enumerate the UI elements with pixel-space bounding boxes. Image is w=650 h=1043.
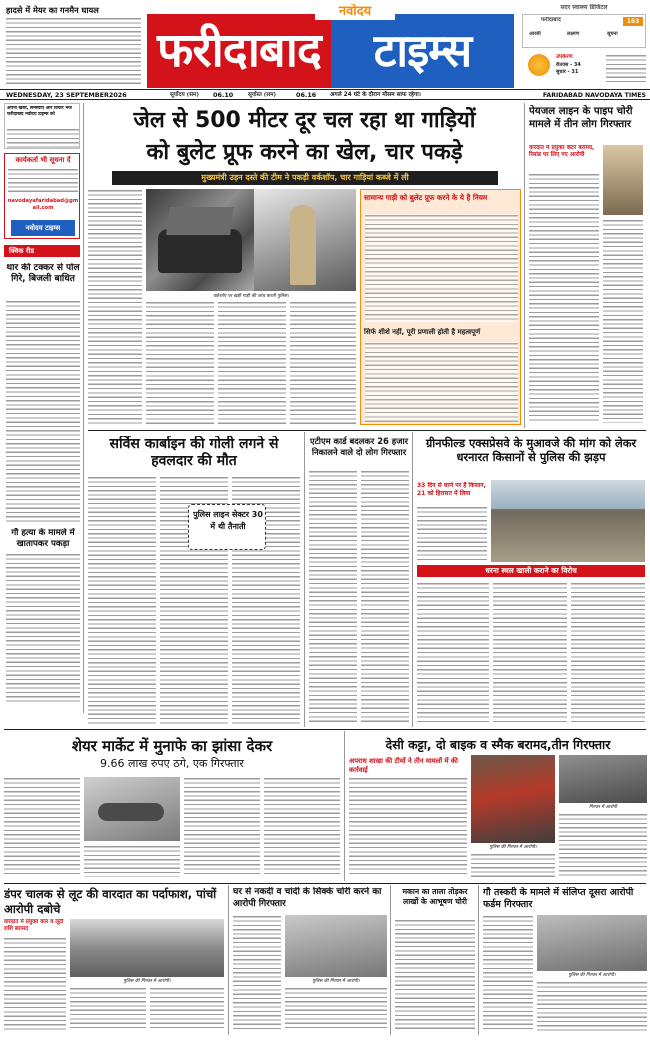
share-text-4 [264,777,340,877]
reporters-title: कार्यकर्ता भी सूचना दें [15,156,71,164]
lead-photo [146,189,254,291]
cow-text-2 [537,981,647,1031]
sunrise-label: सूर्योदय (सम) [170,92,199,98]
right-row-3: सूचना [607,31,618,37]
promo-lines [7,128,79,148]
share-item [98,803,164,821]
ghar-headline: घर से नकदी व चांदी के सिक्के चोरी करने का आरोपी गिरफ्तार [233,887,382,909]
divider-1 [88,430,646,431]
dumper-bullet: वारदात में प्रयुक्त कार व लूटी राशि बरामद [4,919,64,932]
left-story1-headline: थार की टक्कर से पोल गिरे, बिजली बाधित [6,263,80,284]
lead-text-col2 [146,301,214,425]
lead-text-col1 [88,189,142,425]
lead-headline-line1: जेल से 500 मीटर दूर चल रहा था गाड़ियों [133,108,476,133]
right-story-text-b [603,219,643,423]
desi-text-3 [471,853,555,877]
share-sub: 9.66 लाख रुपए ठगे, एक गिरफ्तार [100,757,244,770]
brand-name-red: फरीदाबाद [157,23,321,78]
rules-box [360,189,521,425]
reporters-box [4,153,80,239]
weather-strip: अगले 24 घंटे के दौरान मौसम साफ रहेगा। [330,92,421,98]
lead-text-col4 [290,301,356,425]
lead-photo-2 [254,189,356,291]
right-header-text [606,54,646,84]
farmers-text-1 [417,582,489,724]
farmers-banner-text: धरना स्थल खाली कराने का विरोध [485,566,577,575]
farmers-red-sub: 33 दिन से धरने पर है किसान, 21 को हिरासत में लिया [417,482,486,497]
right-count-1: रीतवस - 34 [556,62,581,68]
masthead [0,0,650,88]
sunrise-time: 06.10 [213,91,234,99]
cow-headline: गौ तस्करी के मामले में संलिप्त दूसरा आरोपी फर्डम गिरफ्तार [483,887,634,910]
dumper-headline: डंपर चालक से लूट की वारदात का पर्दाफाश, पांचों आरोपी दबोचे [4,887,217,916]
car-hood [166,207,234,235]
left-story2-text [6,553,80,703]
right-header-box [522,14,646,48]
cow-caption: पुलिस की गिरफ्त में आरोपी। [568,973,616,978]
ghar-photo [285,915,387,977]
promo-box [4,103,80,149]
right-header-title: सदर स्वास्थ्य डिजिटल [560,4,608,11]
share-story [4,731,340,881]
dateline-edition: FARIDABAD NAVODAYA TIMES [542,92,646,99]
rules-box-text [365,214,518,322]
atm-headline: एटीएम कार्ड बदलकर 26 हजार निकालने वाले दो लोग गिरफ्तार [309,436,409,457]
left-top-headline: हादसे में मेयर का गनमैन घायल [6,5,99,15]
brand-name-blue: टाइम्स [373,24,472,77]
cow-photo [537,915,647,971]
reporters-lines [8,168,78,194]
share-photo [84,777,180,841]
rules-box2-title: सिर्फ शीशे नहीं, पूरी प्रणाली होती है महत्वपूर्ण [364,328,481,336]
small-logo: नवोदय टाइम्स [11,220,75,236]
right-count-2: सुधार - 31 [556,69,579,75]
farmers-banner [417,565,645,577]
right-story-photo [603,145,643,215]
cow-story [478,885,646,1035]
dumper-text-2 [70,987,146,1031]
lead-headline-line2: को बुलेट प्रूफ करने का खेल, चार पकड़े [146,140,463,165]
desi-photo [471,755,555,843]
ghar-story [228,885,386,1035]
share-text-3 [184,777,260,877]
lead-subhead: मुख्यमंत्री उड़न दस्ते की टीम ने पकड़ी वर्कशॉप, चार गाड़ियां कब्जे में ली [201,173,409,182]
desi-headline: देसी कट्टा, दो बाइक व स्मैक बरामद,तीन गिरफ्तार [385,737,611,752]
right-box-label: फरीदाबाद [541,17,561,23]
desi-caption-2: गिरफ्त में आरोपी [589,805,617,810]
dumper-story [4,885,224,1035]
desi-photo-2 [559,755,647,803]
right-story-headline: पेयजल लाइन के पाइप चोरी मामले में तीन लोग गिरफ्तार [529,106,633,130]
sunset-label: सूर्यास्त (सम) [248,92,277,98]
right-story [524,103,646,428]
farmers-text-3 [571,582,645,724]
lead-text-col3 [218,301,286,425]
brand-logo [147,4,514,88]
farmers-text-a [417,506,487,562]
farmers-story [412,432,646,727]
right-header-panel [522,4,646,86]
quick-read-label [4,245,80,257]
desi-text-1 [349,777,467,877]
desi-bullet: अपराध शाखा की टीमों ने तीन मामलों में की कार्रवाई [349,757,458,774]
right-story-text-a [529,173,599,423]
share-headline: शेयर मार्केट में मुनाफे का झांसा देकर [71,737,273,755]
atm-text-1 [309,470,357,724]
army-text-1 [88,476,156,724]
cow-text-1 [483,915,533,1031]
dumper-text-3 [150,987,224,1031]
ghar-text-1 [233,915,281,1031]
rules-box2-text [365,342,518,422]
divider-2 [4,729,646,730]
desi-story [344,731,646,881]
ghar-caption: पुलिस की गिरफ्त में आरोपी। [312,979,360,984]
share-text-2 [84,845,180,877]
car-shape [158,229,242,273]
desi-text-2 [559,813,647,877]
makan-headline: मकान का ताला तोड़कर लाखों के आभूषण चोरी [402,887,468,906]
sunset-time: 06.16 [296,91,317,99]
officer-shape [290,205,316,285]
army-story [88,432,300,727]
dateline-bar [0,89,650,100]
divider-3 [4,883,646,884]
makan-story [390,885,474,1035]
right-badge: 163 [623,17,643,26]
lead-subhead-bar [112,171,498,185]
left-story2-headline: गौ हत्या के मामले में खातापकर पकड़ा [11,528,75,549]
dumper-photo [70,919,224,977]
ghar-text-2 [285,987,387,1031]
atm-story [304,432,408,727]
email-address: navodayafaridabad@gmail.com [7,198,79,211]
right-row-1: आरसी [529,31,541,37]
sun-icon [528,54,550,76]
right-extra: उपकरण [556,54,573,60]
farmers-photo [491,480,645,562]
left-story1-text [6,300,80,522]
farmers-text-2 [493,582,567,724]
rules-box-title: सामान्य गाड़ी को बुलेट प्रूफ करने के ये है नियम [364,193,488,202]
left-column [4,103,84,713]
army-callout [188,504,266,550]
right-row-2: लक्ष्मण [567,31,580,37]
quick-read-text: क्विक रीड [9,247,35,255]
dumper-caption: पुलिस की गिरफ्त में आरोपी। [123,979,171,984]
dumper-text-1 [4,937,66,1031]
share-text-1 [4,777,80,877]
dateline-date: WEDNESDAY, 23 SEPTEMBER2026 [6,91,127,99]
makan-text [395,919,475,1031]
brand-name-small: नवोदय [315,4,395,20]
promo-text: अपनी खबरें, समस्याएं और विचार भेजें फरीदाबाद नवोदय टाइम्स को [7,106,72,117]
lead-story [88,103,521,428]
army-headline: सर्विस कार्बाइन की गोली लगने से हवलदार की मौत [109,436,279,469]
farmers-headline: ग्रीनफील्ड एक्सप्रेसवे के मुआवजे की मांग को लेकर धरनारत किसानों से पुलिस की झड़प [425,436,637,464]
army-callout-text: पुलिस लाइन सेक्टर 30 में थी तैनाती [193,510,263,531]
right-story-bullet: वारदात में प्रयुक्त कैंटर बरामद, रिमांड पर लिए गए आरोपी [529,145,595,159]
left-top-text [6,17,141,85]
lead-photo-caption: वर्कशॉप पर खड़ी गाड़ी की जांच करती पुलिस। [213,294,289,299]
desi-caption: पुलिस की गिरफ्त में आरोपी। [489,845,537,850]
atm-text-2 [361,470,409,724]
